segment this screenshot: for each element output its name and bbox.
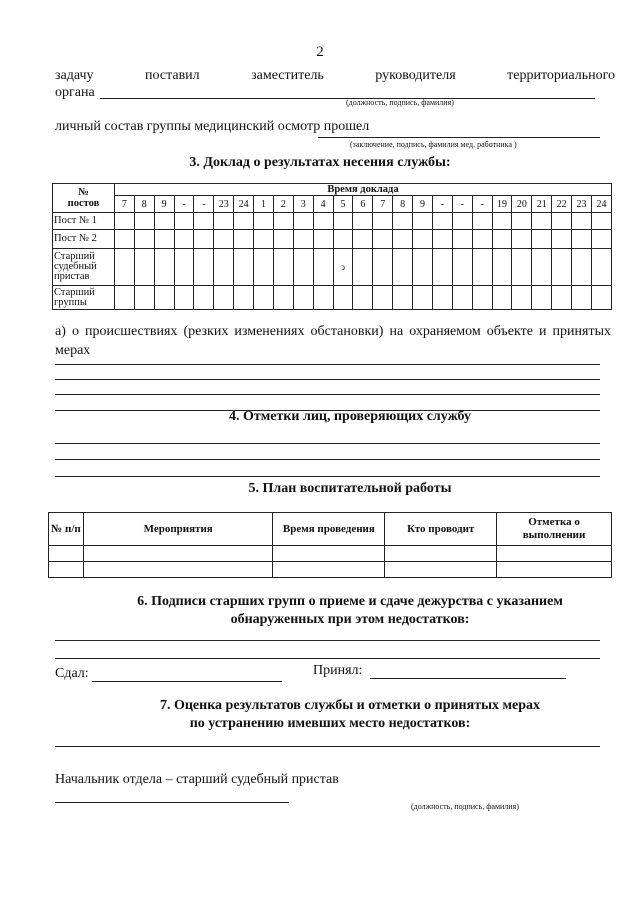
task-line [55, 68, 615, 84]
report-table [52, 183, 612, 310]
hour-cell: 24 [591, 196, 611, 213]
report-cell[interactable] [313, 286, 333, 310]
report-cell[interactable] [472, 249, 492, 286]
section6-title-line1: 6. Подписи старших групп о приеме и сдаче дежурства с указанием [137, 594, 563, 609]
report-cell[interactable] [373, 286, 393, 310]
report-cell[interactable] [313, 230, 333, 249]
report-cell[interactable] [572, 286, 592, 310]
report-cell[interactable] [532, 286, 552, 310]
hour-cell: 20 [512, 196, 532, 213]
plan-cell[interactable] [83, 546, 273, 562]
report-cell[interactable] [532, 230, 552, 249]
plan-header-time: Время проведения [273, 513, 385, 546]
report-cell[interactable] [333, 249, 353, 286]
post-label: Пост № 2 [53, 230, 115, 249]
medical-exam-text: личный состав группы медицинский осмотр прошел [55, 119, 370, 134]
post-label: Старший судебный пристав [53, 249, 115, 286]
plan-header-no: № п/п [49, 513, 84, 546]
report-cell[interactable] [313, 249, 333, 286]
post-row [53, 286, 612, 310]
post-row [53, 249, 612, 286]
report-cell[interactable] [134, 230, 154, 249]
report-cell[interactable] [373, 213, 393, 230]
report-cell[interactable] [572, 249, 592, 286]
section6-title-line2: обнаруженных при этом недостатков: [230, 612, 470, 627]
plan-cell[interactable] [385, 562, 497, 578]
handover-line-2[interactable] [55, 658, 600, 659]
report-cell[interactable] [313, 213, 333, 230]
posts-header-label: постов [67, 198, 100, 209]
report-cell[interactable] [492, 249, 512, 286]
hour-cell: 9 [154, 196, 174, 213]
report-cell[interactable] [472, 286, 492, 310]
hour-cell: 8 [393, 196, 413, 213]
report-cell[interactable] [432, 213, 452, 230]
post-label: Пост № 1 [53, 213, 115, 230]
hour-cell: 3 [293, 196, 313, 213]
report-cell[interactable] [413, 230, 433, 249]
plan-cell[interactable] [83, 562, 273, 578]
section4-title: 4. Отметки лиц, проверяющих службу [228, 409, 472, 424]
inspectors-line-1[interactable] [55, 443, 600, 444]
report-cell[interactable] [254, 249, 274, 286]
report-cell[interactable] [353, 249, 373, 286]
incidents-line-3[interactable] [55, 394, 600, 395]
plan-row [49, 546, 612, 562]
report-cell[interactable] [591, 230, 611, 249]
section5-title: 5. План воспитательной работы [248, 481, 452, 496]
hour-cell: - [194, 196, 214, 213]
report-cell[interactable] [512, 230, 532, 249]
chief-signature-line[interactable] [55, 802, 289, 803]
report-cell[interactable] [214, 230, 234, 249]
handwritten-mark: ↄ [341, 261, 346, 272]
report-cell[interactable] [273, 213, 293, 230]
report-cell[interactable] [114, 249, 134, 286]
report-cell[interactable] [154, 286, 174, 310]
plan-cell[interactable] [49, 546, 84, 562]
report-cell[interactable] [154, 249, 174, 286]
report-cell[interactable] [234, 230, 254, 249]
section7-title-line2: по устранению имевших место недостатков: [189, 716, 471, 731]
report-cell[interactable] [114, 230, 134, 249]
task-line-word: задачу [55, 68, 94, 83]
report-cell[interactable] [492, 230, 512, 249]
posts-header [53, 184, 115, 213]
report-cell[interactable] [472, 230, 492, 249]
plan-cell[interactable] [385, 546, 497, 562]
hour-cell: 4 [313, 196, 333, 213]
plan-cell[interactable] [273, 562, 385, 578]
incidents-paragraph: а) о происшествиях (резких изменениях обстановки) на охраняемом объекте и принятых мерах [55, 324, 611, 358]
incidents-line-2[interactable] [55, 379, 600, 380]
position-caption: (должность, подпись, фамилия) [346, 98, 454, 107]
report-cell[interactable] [413, 286, 433, 310]
task-line-word: поставил [145, 68, 200, 83]
report-cell[interactable] [492, 286, 512, 310]
section3-title: 3. Доклад о результатах несения службы: [189, 155, 451, 170]
report-cell[interactable] [194, 249, 214, 286]
hour-cell: 7 [373, 196, 393, 213]
plan-header-mark: Отметка о выполнении [497, 513, 612, 546]
report-cell[interactable] [353, 230, 373, 249]
hour-cell: 7 [114, 196, 134, 213]
evaluation-line[interactable] [55, 746, 600, 747]
report-cell[interactable] [413, 249, 433, 286]
hour-cell: 19 [492, 196, 512, 213]
report-cell[interactable] [194, 286, 214, 310]
report-cell[interactable] [373, 249, 393, 286]
report-cell[interactable] [174, 249, 194, 286]
report-cell[interactable] [452, 230, 472, 249]
handed-label: Сдал: [55, 666, 89, 681]
report-cell[interactable] [572, 230, 592, 249]
report-cell[interactable] [393, 286, 413, 310]
report-cell[interactable] [373, 230, 393, 249]
report-cell[interactable] [194, 213, 214, 230]
hour-cell: 21 [532, 196, 552, 213]
hour-cell: 23 [572, 196, 592, 213]
report-cell[interactable] [492, 213, 512, 230]
report-cell[interactable] [174, 213, 194, 230]
handed-signature-line[interactable] [92, 681, 282, 682]
chief-signer-text: Начальник отдела – старший судебный пристав [55, 772, 339, 787]
hour-cell: 23 [214, 196, 234, 213]
report-cell[interactable] [254, 286, 274, 310]
accepted-signature-line[interactable] [370, 678, 566, 679]
report-cell[interactable] [591, 249, 611, 286]
report-cell[interactable] [552, 230, 572, 249]
plan-row [49, 562, 612, 578]
report-cell[interactable] [452, 249, 472, 286]
report-cell[interactable] [154, 230, 174, 249]
report-cell[interactable] [552, 249, 572, 286]
report-cell[interactable] [234, 213, 254, 230]
report-cell[interactable] [114, 213, 134, 230]
report-cell[interactable] [413, 213, 433, 230]
report-cell[interactable] [194, 230, 214, 249]
report-cell[interactable] [293, 213, 313, 230]
report-cell[interactable] [293, 249, 313, 286]
report-cell[interactable] [472, 213, 492, 230]
report-cell[interactable] [432, 230, 452, 249]
report-cell[interactable] [393, 230, 413, 249]
plan-cell[interactable] [497, 546, 612, 562]
report-cell[interactable] [174, 230, 194, 249]
hour-cell: - [174, 196, 194, 213]
hour-cell: 22 [552, 196, 572, 213]
plan-header-activities: Мероприятия [83, 513, 273, 546]
report-cell[interactable] [432, 249, 452, 286]
report-cell[interactable] [552, 213, 572, 230]
report-cell[interactable] [214, 213, 234, 230]
report-cell[interactable] [214, 286, 234, 310]
section7-title-line1: 7. Оценка результатов службы и отметки о принятых мерах [159, 698, 541, 713]
hour-cell: - [432, 196, 452, 213]
report-cell[interactable] [273, 286, 293, 310]
task-line-word: заместитель [251, 68, 324, 83]
report-cell[interactable] [452, 213, 472, 230]
task-line-word: территориального [507, 68, 615, 83]
report-cell[interactable] [393, 249, 413, 286]
report-cell[interactable] [452, 286, 472, 310]
organ-word: органа [55, 85, 95, 100]
accepted-label: Принял: [313, 663, 363, 678]
report-cell[interactable] [591, 286, 611, 310]
report-cell[interactable] [591, 213, 611, 230]
report-cell[interactable] [254, 230, 274, 249]
plan-cell[interactable] [497, 562, 612, 578]
report-cell[interactable] [293, 286, 313, 310]
report-cell[interactable] [512, 286, 532, 310]
report-cell[interactable] [234, 249, 254, 286]
report-cell[interactable] [512, 249, 532, 286]
report-cell[interactable] [353, 286, 373, 310]
hour-cell: 9 [413, 196, 433, 213]
education-plan-table [48, 512, 612, 578]
report-cell[interactable] [532, 213, 552, 230]
chief-caption: (должность, подпись, фамилия) [411, 802, 519, 811]
page-number: 2 [316, 44, 324, 60]
hour-cell: 1 [254, 196, 274, 213]
post-row [53, 213, 612, 230]
report-cell[interactable] [273, 230, 293, 249]
inspectors-line-3[interactable] [55, 476, 600, 477]
inspectors-line-2[interactable] [55, 459, 600, 460]
report-cell[interactable] [254, 213, 274, 230]
report-cell[interactable] [214, 249, 234, 286]
hour-cell: 24 [234, 196, 254, 213]
hour-cell: 6 [353, 196, 373, 213]
report-cell[interactable] [174, 286, 194, 310]
hour-cell: - [472, 196, 492, 213]
report-cell[interactable] [393, 213, 413, 230]
posts-header-no: № [78, 187, 89, 198]
task-line-word: руководителя [375, 68, 456, 83]
medical-caption: (заключение, подпись, фамилия мед. работника ) [350, 140, 517, 149]
report-cell[interactable] [273, 249, 293, 286]
hour-cell: 5 [333, 196, 353, 213]
plan-cell[interactable] [49, 562, 84, 578]
handover-line-1[interactable] [55, 640, 600, 641]
report-cell[interactable] [234, 286, 254, 310]
report-cell[interactable] [333, 213, 353, 230]
report-cell[interactable] [333, 230, 353, 249]
plan-header-who: Кто проводит [385, 513, 497, 546]
medical-conclusion-line[interactable] [318, 137, 600, 138]
post-row [53, 230, 612, 249]
report-cell[interactable] [552, 286, 572, 310]
report-cell[interactable] [512, 213, 532, 230]
report-cell[interactable] [432, 286, 452, 310]
report-cell[interactable] [114, 286, 134, 310]
report-cell[interactable] [333, 286, 353, 310]
report-time-header: Время доклада [114, 184, 611, 196]
plan-cell[interactable] [273, 546, 385, 562]
hour-cell: 8 [134, 196, 154, 213]
report-cell[interactable] [293, 230, 313, 249]
post-label: Старший группы [53, 286, 115, 310]
report-cell[interactable] [134, 213, 154, 230]
report-cell[interactable] [134, 286, 154, 310]
incidents-line-1[interactable] [55, 364, 600, 365]
report-cell[interactable] [353, 213, 373, 230]
report-cell[interactable] [134, 249, 154, 286]
report-cell[interactable] [532, 249, 552, 286]
report-cell[interactable] [572, 213, 592, 230]
hour-cell: 2 [273, 196, 293, 213]
report-cell[interactable] [154, 213, 174, 230]
hour-cell: - [452, 196, 472, 213]
